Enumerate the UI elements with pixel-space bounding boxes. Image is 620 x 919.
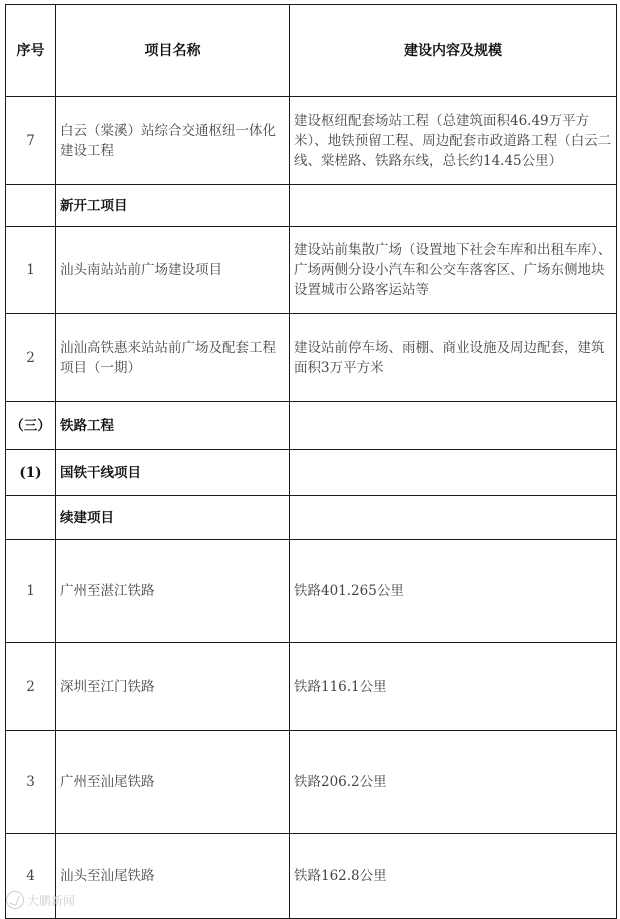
row-construction-content [290, 450, 617, 496]
row-construction-content: 建设站前集散广场（设置地下社会车库和出租车库）、广场两侧分设小汽车和公交车落客区、广场东侧地块设置城市公路客运站等 [290, 227, 617, 314]
table-row [6, 97, 617, 185]
table-row [6, 540, 617, 643]
row-project-name: 汕头南站站前广场建设项目 [56, 227, 290, 314]
header-project-name: 项目名称 [56, 5, 290, 97]
watermark [6, 890, 75, 910]
row-construction-content: 建设枢纽配套场站工程（总建筑面积46.49万平方米）、地铁预留工程、周边配套市政道路工程（白云二线、棠槎路、铁路东线，总长约14.45公里） [290, 97, 617, 185]
row-section-number: （三） [6, 402, 56, 450]
table-row [6, 227, 617, 314]
row-project-name: 深圳至江门铁路 [56, 643, 290, 731]
row-construction-content: 建设站前停车场、雨棚、商业设施及周边配套，建筑面积3万平方米 [290, 314, 617, 402]
table-row [6, 731, 617, 834]
header-construction-content: 建设内容及规模 [290, 5, 617, 97]
row-section-title: 国铁干线项目 [56, 450, 290, 496]
watermark-text: 大鹏新闻 [27, 893, 76, 908]
table-row [6, 834, 617, 919]
row-subsection-title: 新开工项目 [56, 185, 290, 227]
table-row [6, 450, 617, 496]
row-construction-content: 铁路401.265公里 [290, 540, 617, 643]
row-project-name: 汕头至汕尾铁路 [56, 834, 290, 919]
table-row [6, 314, 617, 402]
row-project-name: 汕汕高铁惠来站站前广场及配套工程项目（一期） [56, 314, 290, 402]
table-row [6, 496, 617, 540]
row-project-name: 白云（棠溪）站综合交通枢纽一体化建设工程 [56, 97, 290, 185]
row-number: 2 [6, 314, 56, 402]
row-subsection-title: 续建项目 [56, 496, 290, 540]
row-project-name: 广州至湛江铁路 [56, 540, 290, 643]
header-row [6, 5, 617, 97]
row-number: 1 [6, 227, 56, 314]
row-number: 3 [6, 731, 56, 834]
project-table [5, 4, 617, 919]
row-section-title: 铁路工程 [56, 402, 290, 450]
row-number [6, 496, 56, 540]
row-construction-content: 铁路162.8公里 [290, 834, 617, 919]
header-serial-number: 序号 [6, 5, 56, 97]
row-section-number: (1) [6, 450, 56, 496]
table-row [6, 643, 617, 731]
table-row [6, 185, 617, 227]
row-construction-content: 铁路206.2公里 [290, 731, 617, 834]
row-construction-content [290, 185, 617, 227]
watermark-logo-icon [6, 891, 24, 909]
row-number: 7 [6, 97, 56, 185]
row-project-name: 广州至汕尾铁路 [56, 731, 290, 834]
table-row [6, 402, 617, 450]
row-construction-content: 铁路116.1公里 [290, 643, 617, 731]
row-number: 1 [6, 540, 56, 643]
row-number: 2 [6, 643, 56, 731]
row-construction-content [290, 402, 617, 450]
row-number [6, 185, 56, 227]
row-construction-content [290, 496, 617, 540]
row-number: 4 [6, 834, 56, 919]
